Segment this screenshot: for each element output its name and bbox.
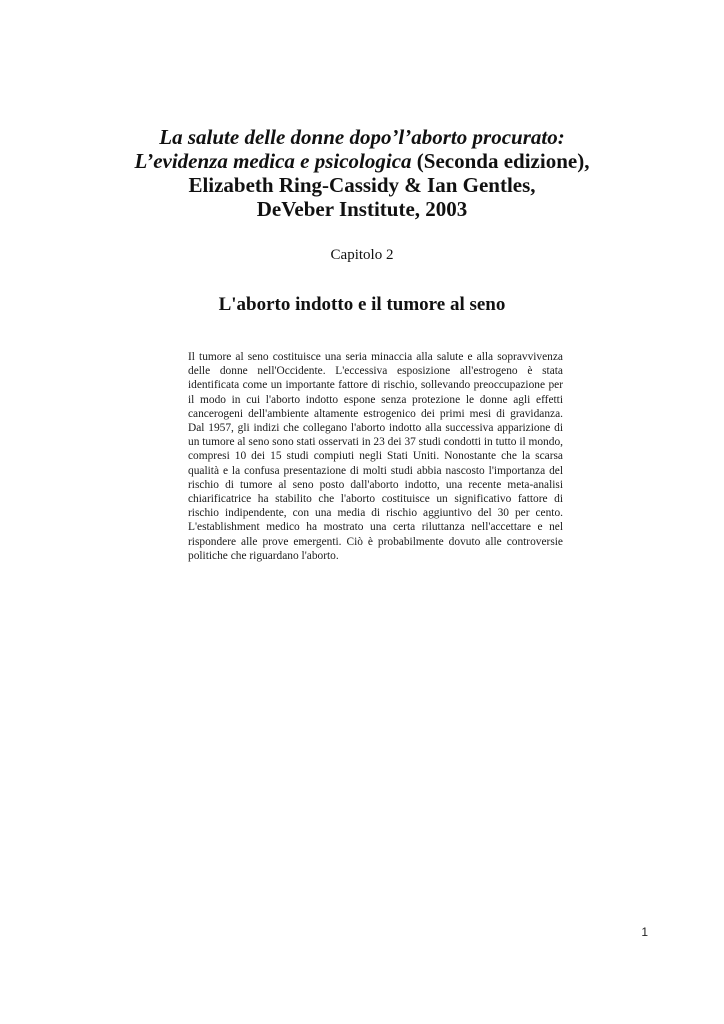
- title-line-1-italic: La salute delle donne dopo’l’aborto procurato:: [159, 125, 565, 149]
- title-line-2: [100, 149, 624, 173]
- title-line-2-normal: (Seconda edizione),: [411, 149, 590, 173]
- document-title: [100, 125, 624, 221]
- page-number: 1: [641, 925, 648, 939]
- title-line-2-italic: L’evidenza medica e psicologica: [134, 149, 412, 173]
- abstract-paragraph: Il tumore al seno costituisce una seria minaccia alla salute e alla sopravvivenza delle donne nell'Occidente. L'eccessiva esposizione all'estrogeno è stata identificata come un importante fattore di rischio, sollevando preoccupazione per il modo in cui l'aborto indotto espone senza protezione le donne agli effetti cancerogeni dell'ambiente altamente estrogenico dei primi mesi di gravidanza. Dal 1957, gli indizi che collegano l'aborto indotto alla successiva apparizione di un tumore al seno sono stati osservati in 23 dei 37 studi condotti in tutto il mondo, compresi 10 dei 15 studi compiuti negli Stati Uniti. Nonostante che la scarsa qualità e la confusa presentazione di molti studi abbia nascosto l'importanza del rischio di tumore al seno posto dall'aborto indotto, una recente meta-analisi chiarificatrice ha stabilito che l'aborto costituisce un significativo fattore di rischio indipendente, con una media di rischio aggiuntivo del 30 per cento. L'establishment medico ha mostrato una certa riluttanza nell'accettare e nel rispondere alle prove emergenti. Ciò è probabilmente dovuto alle controversie politiche che riguardano l'aborto.: [188, 351, 563, 562]
- chapter-label: Capitolo 2: [330, 247, 394, 263]
- title-line-4-normal: DeVeber Institute, 2003: [256, 197, 468, 221]
- title-line-1: [100, 125, 624, 149]
- title-line-4: [100, 197, 624, 221]
- title-line-3-normal: Elizabeth Ring-Cassidy & Ian Gentles,: [188, 173, 536, 197]
- chapter-title: L'aborto indotto e il tumore al seno: [218, 294, 506, 315]
- title-line-3: [100, 173, 624, 197]
